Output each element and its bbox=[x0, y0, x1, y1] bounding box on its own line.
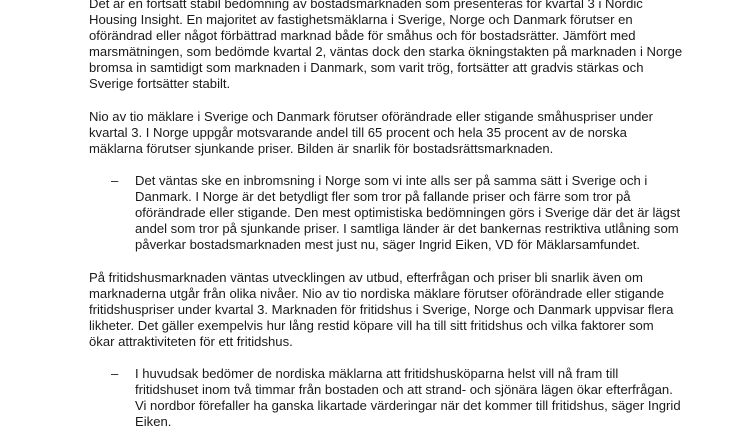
text-line: andel som tror på sjunkande priser. I samtliga länder är det bankernas restriktiva utlåning som bbox=[135, 221, 679, 237]
text-line: oförändrad eller något förbättrad marknad både för småhus och för bostadsrätter. Jämfört med bbox=[89, 28, 636, 44]
quote-dash: – bbox=[111, 173, 119, 189]
text-line: oförändrade eller stigande. Den mest optimistiska bedömningen görs i Sverige där det är lägst bbox=[135, 205, 681, 221]
text-line: fritidshuspriser under kvartal 3. Marknaden för fritidshus i Sverige, Norge och Danmark uppvisar flera bbox=[89, 301, 674, 317]
text-line: ökar attraktiviteten för ett fritidshus. bbox=[89, 333, 293, 349]
text-line: likheter. Det gäller exempelvis hur lång restid köpare vill ha till sitt fritidshus och vilka faktorer som bbox=[89, 317, 654, 333]
paragraph-holiday-homes bbox=[89, 270, 729, 350]
text-line: På fritidshusmarknaden väntas utvecklingen av utbud, efterfrågan och priser bli snarlik även om bbox=[89, 269, 643, 285]
text-line: Danmark. I Norge är det betydligt fler som tror på fallande priser och färre som tror på bbox=[135, 189, 631, 205]
paragraph-price-outlook bbox=[89, 109, 729, 157]
quote-dash: – bbox=[111, 366, 119, 382]
text-line: Housing Insight. En majoritet av fastighetsmäklarna i Sverige, Norge och Danmark förutser en bbox=[89, 12, 633, 28]
paragraph-intro bbox=[89, 0, 729, 93]
text-line: Det är en fortsatt stabil bedömning av bostadsmarknaden som presenteras för kvartal 3 i Nordic bbox=[89, 0, 643, 11]
text-line: I huvudsak bedömer de nordiska mäklarna att fritidshusköparna helst vill nå fram till bbox=[135, 366, 619, 382]
document-body bbox=[89, 0, 729, 431]
text-line: Eiken. bbox=[135, 414, 172, 430]
paragraph-spacer bbox=[89, 350, 729, 366]
paragraph-spacer bbox=[89, 93, 729, 109]
text-line: marsmätningen, som bedömde kvartal 2, väntas dock den starka ökningstakten på marknaden i Norge bbox=[89, 44, 683, 60]
quote-block-housing bbox=[89, 173, 729, 253]
text-line: kvartal 3. I Norge uppgår motsvarande andel till 65 procent och hela 35 procent av de norska bbox=[89, 124, 627, 140]
text-line: mäklarna förutser sjunkande priser. Bilden är snarlik för bostadsrättsmarknaden. bbox=[89, 140, 554, 156]
text-line: påverkar bostadsmarknaden mest just nu, säger Ingrid Eiken, VD för Mäklarsamfundet. bbox=[135, 237, 641, 253]
text-line: Sverige fortsätter stabilt. bbox=[89, 76, 231, 92]
text-line: Vi nordbor förefaller ha ganska likartade värderingar när det kommer till fritidshus, säger Ingrid bbox=[135, 398, 681, 414]
text-line: fritidshuset inom två timmar från bostaden och att strand- och sjönära lägen ökar efterfrågan. bbox=[135, 382, 673, 398]
text-line: Det väntas ske en inbromsning i Norge som vi inte alls ser på samma sätt i Sverige och i bbox=[135, 173, 648, 189]
paragraph-spacer bbox=[89, 254, 729, 270]
paragraph-spacer bbox=[89, 157, 729, 173]
text-line: marknaderna utgår från olika nivåer. Nio av tio nordiska mäklare förutser oförändrade eller stigande bbox=[89, 285, 664, 301]
quote-block-holiday bbox=[89, 366, 729, 430]
text-line: bromsa in samtidigt som marknaden i Danmark, som varit trög, fortsätter att gradvis stärkas och bbox=[89, 60, 644, 76]
text-line: Nio av tio mäklare i Sverige och Danmark förutser oförändrade eller stigande småhuspriser under bbox=[89, 108, 654, 124]
